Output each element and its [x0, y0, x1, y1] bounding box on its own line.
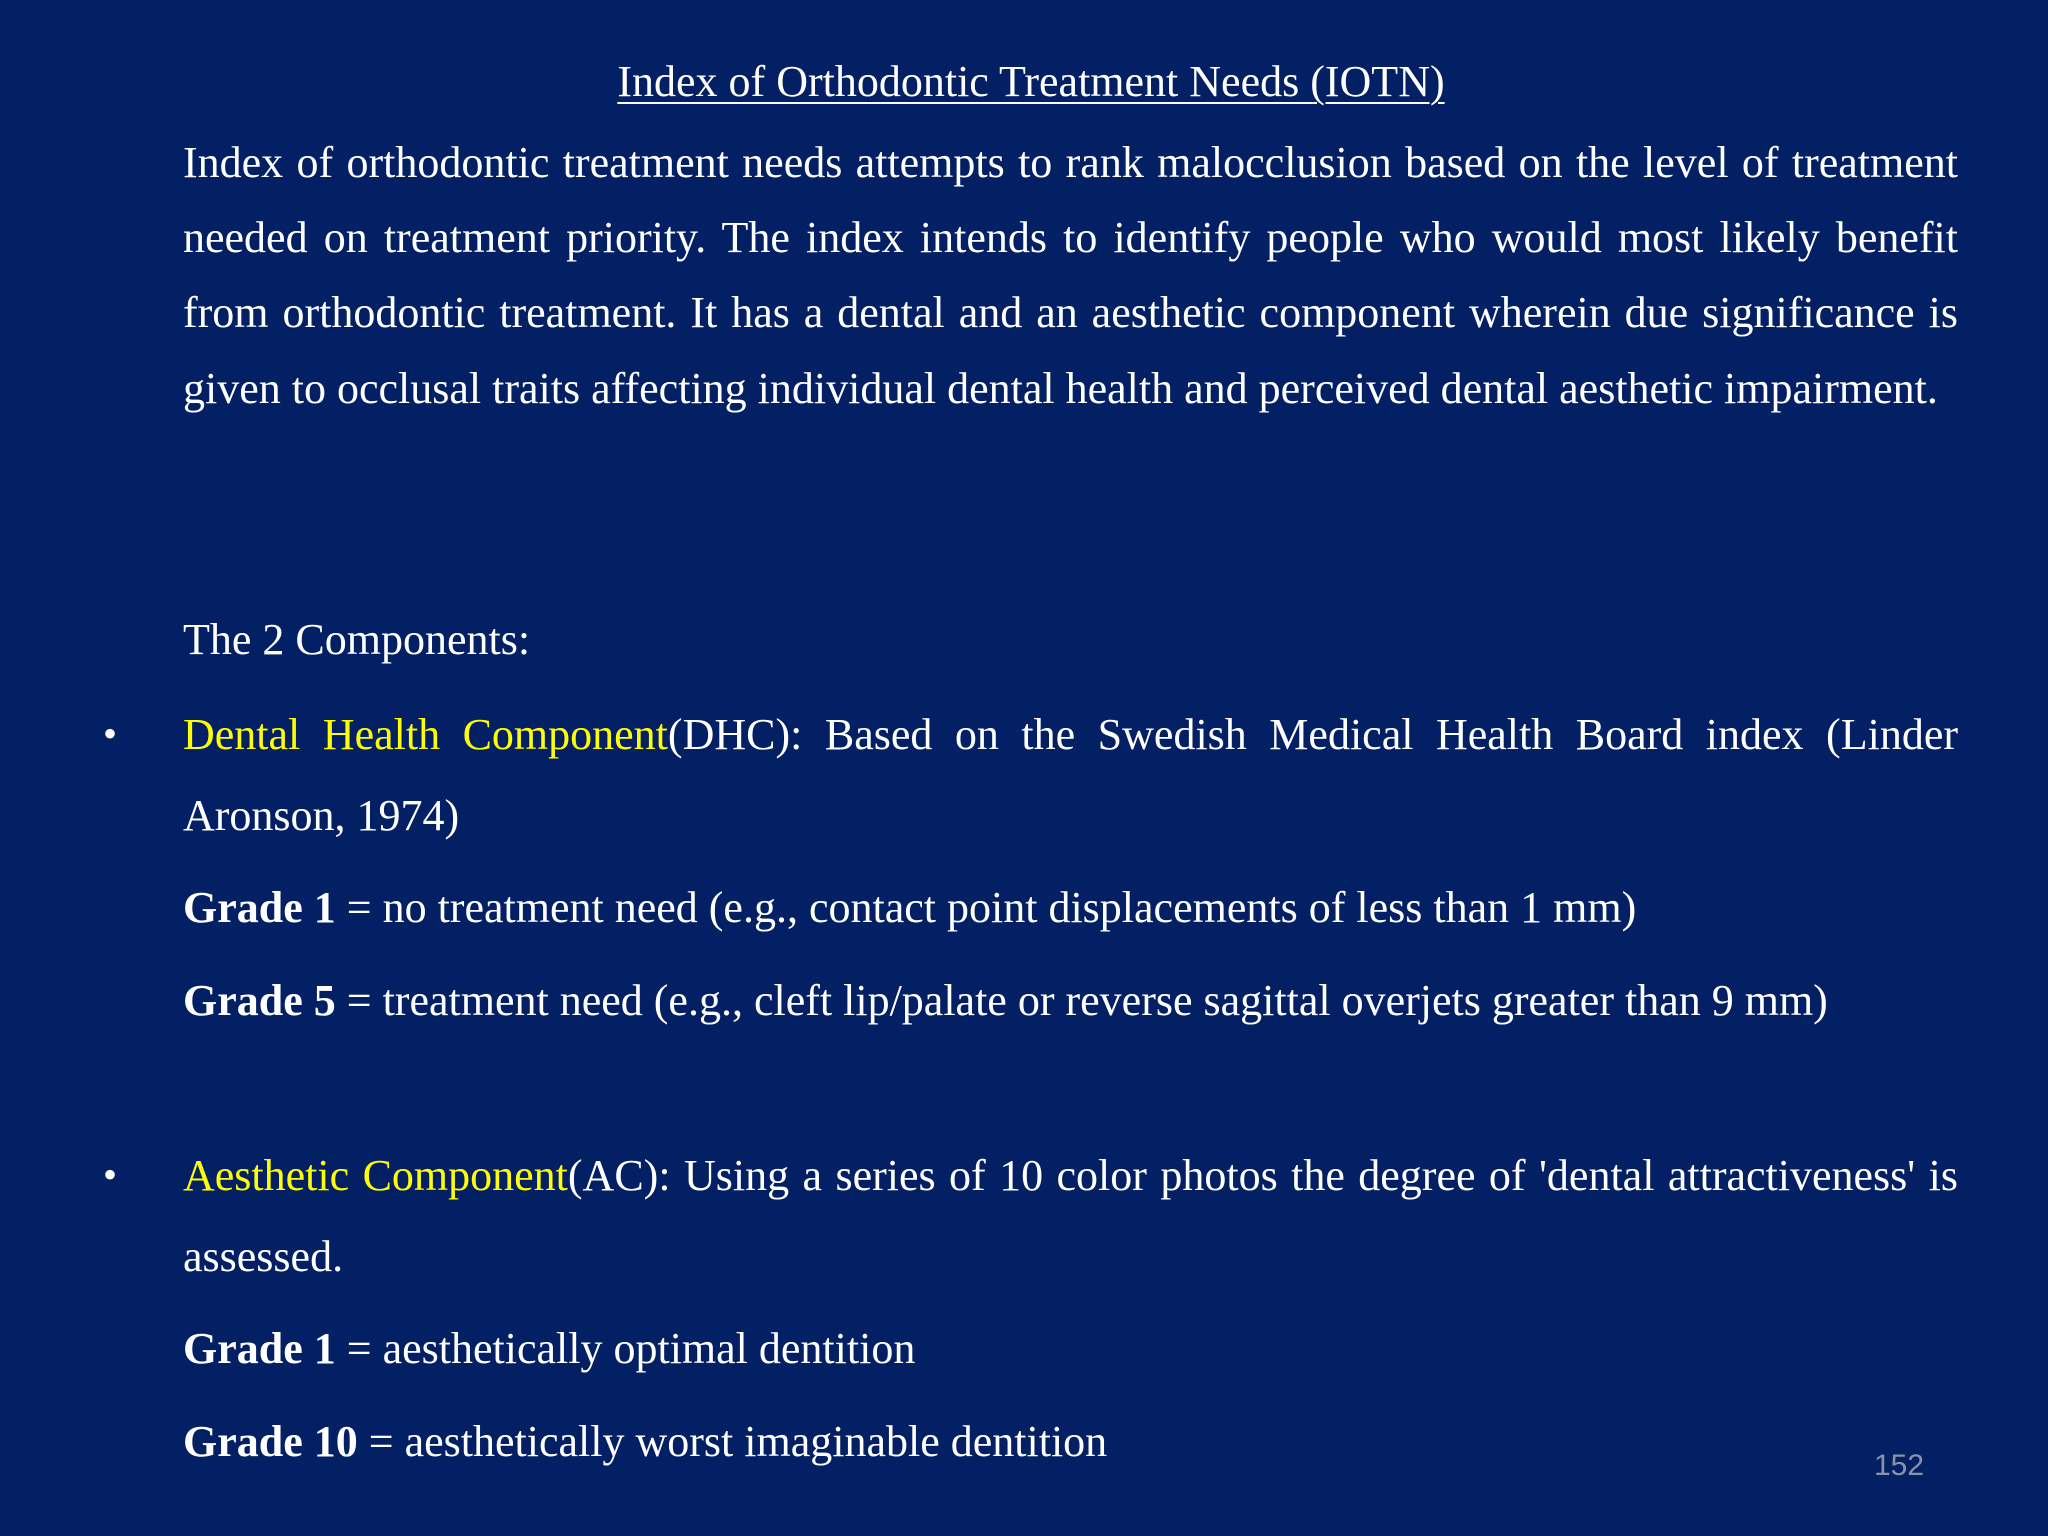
grade-text: = no treatment need (e.g., contact point displacements of less than 1 mm) — [335, 883, 1637, 932]
component-name-ac: Aesthetic Component — [183, 1151, 568, 1200]
component-ac — [183, 1135, 1958, 1297]
component-dhc — [183, 694, 1958, 856]
dhc-grade-1 — [183, 867, 1958, 948]
component-description-dhc: (DHC): Based on the Swedish Medical Health Board index (Linder Aronson, 1974) — [183, 710, 1958, 840]
page-number: 152 — [1874, 1449, 1925, 1482]
slide-title: Index of Orthodontic Treatment Needs (IOTN) — [617, 57, 1445, 106]
component-description-ac: (AC): Using a series of 10 color photos the degree of 'dental attractiveness' is assessed. — [183, 1151, 1958, 1281]
grade-text: = aesthetically optimal dentition — [335, 1324, 916, 1373]
grade-label: Grade 10 — [183, 1417, 358, 1466]
ac-grade-1 — [183, 1308, 1958, 1389]
bullet-icon: • — [103, 711, 118, 756]
components-heading: The 2 Components: — [183, 615, 531, 664]
grade-text: = aesthetically worst imaginable dentition — [357, 1417, 1108, 1466]
grade-label: Grade 5 — [183, 976, 336, 1025]
ac-grade-10 — [183, 1401, 1958, 1482]
grade-label: Grade 1 — [183, 1324, 336, 1373]
intro-paragraph: Index of orthodontic treatment needs attempts to rank malocclusion based on the level of treatment needed on treatment priority. The index intends to identify people who would most likely benefit from orthodontic treatment. It has a dental and an aesthetic component wherein due significance is given to occlusal traits affecting individual dental health and perceived dental aesthetic impairment. — [183, 138, 1958, 413]
grade-text: = treatment need (e.g., cleft lip/palate or reverse sagittal overjets greater than 9 mm) — [335, 976, 1828, 1025]
grade-label: Grade 1 — [183, 883, 336, 932]
bullet-icon: • — [103, 1152, 118, 1197]
dhc-grade-5 — [183, 960, 1958, 1041]
component-name-dhc: Dental Health Component — [183, 710, 668, 759]
